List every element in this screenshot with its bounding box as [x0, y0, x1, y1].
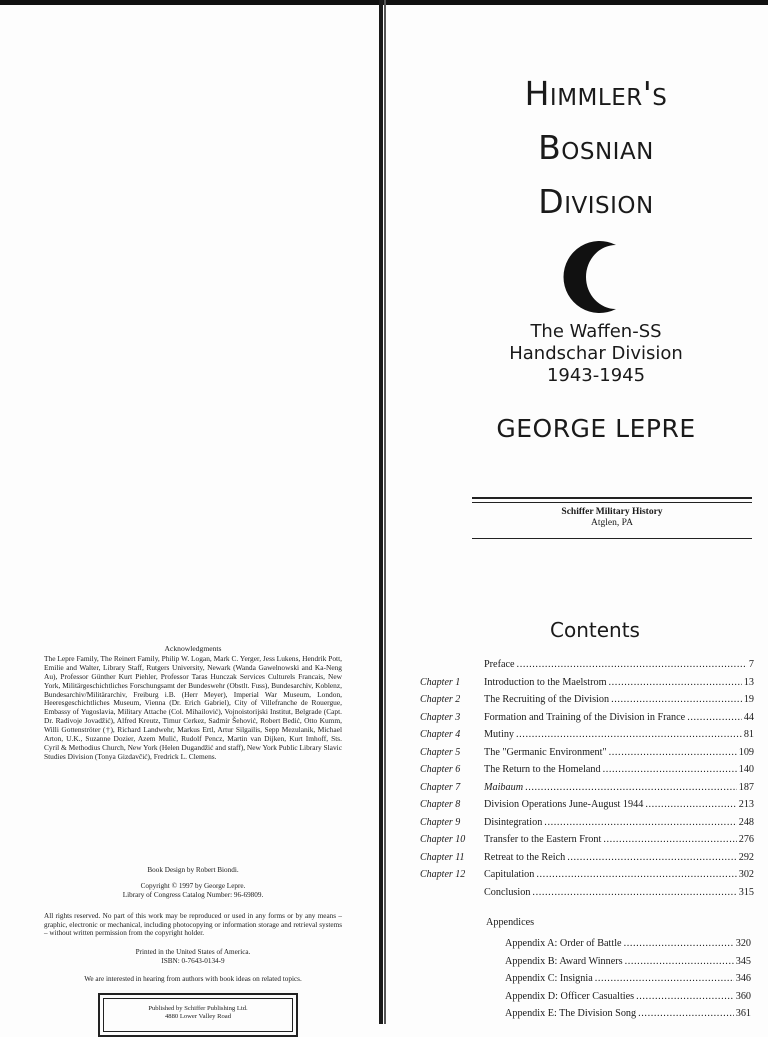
toc-chapter-label: Chapter 7: [420, 781, 461, 793]
toc-chapter-label: Chapter 5: [420, 746, 461, 758]
toc-row: [414, 796, 754, 814]
toc-title: Conclusion: [484, 886, 531, 898]
toc-leader-dots: [638, 1005, 734, 1023]
printing-block: [44, 948, 342, 966]
toc-leader-dots: [525, 779, 737, 797]
toc-page-number: 81: [743, 729, 754, 740]
toc-leader-dots: [603, 831, 736, 849]
toc-title: Preface: [484, 659, 515, 670]
title-line-1: Himmler's: [524, 74, 668, 113]
toc-page-number: 320: [735, 938, 751, 949]
toc-page-number: 345: [735, 955, 751, 967]
publisher-location: Atglen, PA: [591, 518, 633, 528]
toc-row: [414, 866, 754, 884]
toc-title: Capitulation: [484, 869, 535, 880]
appendices-heading: Appendices: [486, 917, 535, 928]
toc-row: [505, 1005, 751, 1023]
book-design-credit: Book Design by Robert Biondi.: [147, 866, 239, 874]
toc-leader-dots: [645, 796, 736, 814]
toc-title: Retreat to the Reich: [484, 851, 566, 863]
acknowledgments-title: Acknowledgments: [164, 644, 222, 653]
publisher-address: 4880 Lower Valley Road: [165, 1013, 231, 1020]
toc-title: Transfer to the Eastern Front: [484, 834, 602, 845]
toc-page-number: 213: [738, 799, 754, 810]
toc-page-number: 302: [738, 869, 754, 880]
title-line-2: Bosnian: [538, 128, 654, 167]
toc-leader-dots: [609, 674, 742, 692]
toc-leader-dots: [544, 814, 736, 832]
toc-title: The "Germanic Environment": [484, 746, 607, 758]
toc-chapter-label: Chapter 1: [420, 676, 461, 688]
book-spine-shadow: [379, 0, 383, 1024]
toc-row: [414, 691, 754, 709]
toc-leader-dots: [624, 935, 734, 953]
toc-chapter-label: Chapter 11: [420, 851, 465, 863]
copyright-line: Copyright © 1997 by George Lepre.: [140, 882, 246, 890]
book-spine-edge: [384, 0, 386, 1024]
printed-line: Printed in the United States of America.: [135, 948, 251, 956]
toc-leader-dots: [603, 761, 737, 779]
toc-chapter-label: Chapter 9: [420, 816, 461, 828]
series-name: Schiffer Military History: [561, 507, 663, 517]
author-name: GEORGE LEPRE: [496, 414, 696, 443]
isbn: ISBN: 0-7643-0134-9: [161, 957, 225, 965]
toc-row: [414, 849, 754, 867]
toc-chapter-label: Chapter 3: [420, 711, 461, 723]
toc-chapter-label: Chapter 2: [420, 694, 461, 705]
toc-page-number: 109: [738, 746, 754, 758]
toc-title: Appendix C: Insignia: [505, 973, 593, 984]
toc-leader-dots: [595, 970, 734, 988]
toc-row: [414, 656, 754, 674]
toc-chapter-label: Chapter 4: [420, 729, 461, 740]
copyright-block: [44, 882, 342, 900]
toc-title: Division Operations June-August 1944: [484, 799, 644, 810]
toc-page-number: 187: [738, 781, 754, 793]
toc-leader-dots: [516, 726, 742, 744]
toc-page-number: 361: [735, 1008, 751, 1019]
series-block: [472, 507, 752, 529]
appendices-list: [505, 935, 751, 1023]
toc-page-number: 315: [738, 886, 754, 898]
toc-chapter-label: Chapter 12: [420, 869, 466, 880]
toc-row: [414, 709, 754, 727]
toc-row: [505, 988, 751, 1006]
toc-title: Mutiny: [484, 729, 515, 740]
toc-page-number: 248: [738, 816, 754, 828]
toc-page-number: 7: [748, 659, 754, 670]
toc-leader-dots: [536, 866, 736, 884]
toc-row: [414, 779, 754, 797]
toc-leader-dots: [532, 884, 736, 902]
publisher-line: Published by Schiffer Publishing Ltd.: [148, 1005, 248, 1012]
toc-leader-dots: [636, 988, 734, 1006]
toc-chapter-label: Chapter 6: [420, 764, 461, 775]
loc-number: Library of Congress Catalog Number: 96-69809.: [122, 891, 264, 899]
toc-row: [414, 674, 754, 692]
table-of-contents: [414, 656, 754, 901]
toc-leader-dots: [611, 691, 742, 709]
toc-row: [414, 814, 754, 832]
toc-title: Disintegration: [484, 816, 543, 828]
toc-chapter-label: Chapter 8: [420, 799, 461, 810]
toc-row: [414, 884, 754, 902]
toc-title: Formation and Training of the Division in France: [484, 711, 686, 723]
left-page: [0, 0, 378, 1024]
series-rule-top-thin: [472, 502, 752, 503]
toc-title: Introduction to the Maelstrom: [484, 676, 607, 688]
toc-title: Maibaum: [484, 781, 524, 793]
toc-page-number: 13: [743, 676, 754, 688]
toc-title: The Recruiting of the Division: [484, 694, 610, 705]
toc-row: [505, 970, 751, 988]
subtitle-line-2: Handschar Division: [509, 343, 683, 364]
acknowledgments: [44, 645, 342, 762]
crescent-moon-icon: [556, 235, 640, 319]
contents-heading: Contents: [550, 618, 640, 642]
toc-row: [414, 831, 754, 849]
publisher-box: [98, 993, 298, 1037]
toc-page-number: 360: [735, 990, 751, 1002]
toc-chapter-label: Chapter 10: [420, 834, 466, 845]
toc-page-number: 346: [735, 973, 751, 984]
toc-title: Appendix B: Award Winners: [505, 955, 623, 967]
toc-title: Appendix D: Officer Casualties: [505, 990, 635, 1002]
toc-title: Appendix A: Order of Battle: [505, 938, 622, 949]
toc-page-number: 276: [738, 834, 754, 845]
toc-page-number: 19: [743, 694, 754, 705]
toc-page-number: 44: [743, 711, 754, 723]
toc-row: [414, 744, 754, 762]
toc-title: Appendix E: The Division Song: [505, 1008, 637, 1019]
toc-row: [414, 726, 754, 744]
subtitle-line-3: 1943-1945: [546, 365, 646, 386]
series-rule-top: [472, 497, 752, 499]
toc-leader-dots: [687, 709, 742, 727]
authors-interest: We are interested in hearing from authors with book ideas on related topics.: [84, 975, 302, 983]
toc-title: The Return to the Homeland: [484, 764, 601, 775]
title-line-3: Division: [538, 182, 654, 221]
toc-leader-dots: [609, 744, 737, 762]
toc-page-number: 292: [738, 851, 754, 863]
toc-row: [505, 953, 751, 971]
toc-leader-dots: [567, 849, 737, 867]
series-rule-bottom: [472, 538, 752, 539]
rights-notice: All rights reserved. No part of this work may be reproduced or used in any forms or by any means – graphic, electronic or mechanical, including photocopying or information storage and retrieval systems – without written permission from the copyright holder.: [44, 912, 342, 938]
subtitle-line-1: The Waffen-SS: [530, 321, 662, 342]
acknowledgments-text: The Lepre Family, The Reinert Family, Philip W. Logan, Mark C. Yerger, Jess Lukens, Hendrik Pott, Emilie and Walter, Library Staff, Rutgers University, Newark (Wanda Gawelnowski and Ka-Neng Au), Professor Günther Kurt Piehler, Professor Taras Hunczak Services Culturels Francais, New York, Militärgeschichtliches Forschungsamt der Bundeswehr (Obstlt. Fuss), Bundesarchiv, Koblenz, Bundesarchiv/Militärarchiv, Freiburg i.B. (Herr Meyer), Imperial War Museum, London, Heeresgeschichtliches Museum, Vienna (Dr. Erich Gabriel), City of Villefranche de Rouergue, Embassy of Yugoslavia, Military Attache (Col. Mihailović), Vojnoistorijski Institut, Belgrade (Capt. Dr. Radivoje Jovadžić), Alfred Kreutz, Timur Cerkez, Sadmir Šehović, Robert Bedić, Otto Kumm, Willi Gottenströter (†), Richard Landwehr, Markus Ertl, Artur Silgailis, Sepp Mezulanik, Michael Arton, U.K., Suzanne Dozier, Azem Mulić, Rudolf Pencz, Martin van Dijken, Kurt Imhoff, Sts. Cyril & Methodius Church, New York (Helen Dugandžić and staff), New York Public Library Slavic Studies Division (Tonya Gizdavčić), Fredrick L. Clemens.: [44, 653, 342, 761]
toc-row: [505, 935, 751, 953]
toc-row: [414, 761, 754, 779]
toc-leader-dots: [625, 953, 734, 971]
toc-page-number: 140: [738, 764, 754, 775]
toc-leader-dots: [517, 656, 747, 674]
